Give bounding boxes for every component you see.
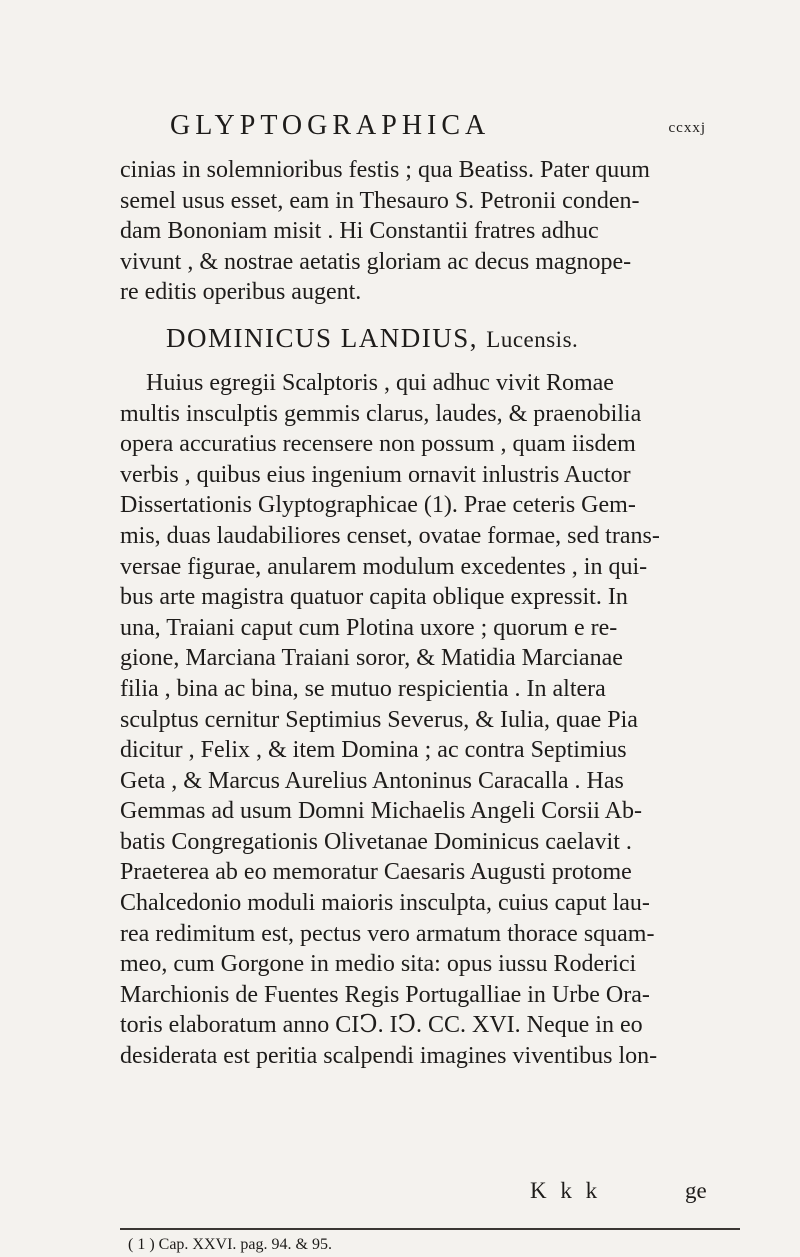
- footnote: ( 1 ) Cap. XXVI. pag. 94. & 95.: [128, 1236, 332, 1253]
- text-line: filia , bina ac bina, se mutuo respicientia . In altera: [120, 675, 606, 702]
- text-line: meo, cum Gorgone in medio sita: opus iussu Roderici: [120, 951, 637, 978]
- text-line: desiderata est peritia scalpendi imagines viventibus lon-: [120, 1043, 658, 1070]
- text-line: multis insculptis gemmis clarus, laudes, & praenobilia: [120, 400, 642, 427]
- heading-name: DOMINICUS LANDIUS,: [166, 322, 479, 353]
- text-line: Marchionis de Fuentes Regis Portugalliae in Urbe Ora-: [120, 981, 650, 1008]
- text-line: una, Traiani caput cum Plotina uxore ; quorum e re-: [120, 614, 618, 641]
- text-line: Chalcedonio moduli maioris insculpta, cuius caput lau-: [120, 890, 650, 917]
- text-line: opera accuratius recensere non possum , quam iisdem: [120, 431, 636, 458]
- catch-line: [120, 1178, 735, 1208]
- text-line: Huius egregii Scalptoris , qui adhuc vivit Romae: [146, 369, 614, 396]
- text-line: dicitur , Felix , & item Domina ; ac contra Septimius: [120, 737, 627, 764]
- heading-city: Lucensis.: [486, 326, 579, 352]
- text-line: verbis , quibus eius ingenium ornavit inlustris Auctor: [120, 461, 631, 488]
- text-line: Praeterea ab eo memoratur Caesaris Augusti protome: [120, 859, 632, 886]
- running-title: GLYPTOGRAPHICA: [170, 110, 491, 141]
- text-line: Gemmas ad usum Domni Michaelis Angeli Corsii Ab-: [120, 798, 642, 825]
- text-line: sculptus cernitur Septimius Severus, & Iulia, quae Pia: [120, 706, 638, 733]
- catchword: ge: [685, 1178, 707, 1203]
- text-line: semel usus esset, eam in Thesauro S. Petronii conden-: [120, 187, 640, 214]
- text-line: versae figurae, anularem modulum excedentes , in qui-: [120, 553, 648, 580]
- text-line: re editis operibus augent.: [120, 279, 362, 306]
- text-line: Dissertationis Glyptographicae (1). Prae ceteris Gem-: [120, 492, 636, 519]
- footnote-rule: [120, 1228, 740, 1230]
- text-line: batis Congregationis Olivetanae Dominicus caelavit .: [120, 828, 632, 855]
- running-head: [170, 110, 720, 150]
- text-line: cinias in solemnioribus festis ; qua Beatiss. Pater quum: [120, 157, 650, 183]
- page-number: ccxxj: [668, 120, 706, 136]
- text-line: gione, Marciana Traiani soror, & Matidia Marcianae: [120, 645, 623, 672]
- section-heading: [120, 314, 735, 364]
- text-line: Geta , & Marcus Aurelius Antoninus Caracalla . Has: [120, 767, 624, 794]
- text-line: rea redimitum est, pectus vero armatum thorace squam-: [120, 920, 655, 947]
- text-line: dam Bononiam misit . Hi Constantii fratres adhuc: [120, 218, 599, 245]
- main-text: [120, 155, 735, 1072]
- signature-mark: K k k: [530, 1178, 602, 1203]
- text-line: vivunt , & nostrae aetatis gloriam ac decus magnope-: [120, 248, 632, 275]
- text-line: bus arte magistra quatuor capita oblique expressit. In: [120, 584, 628, 611]
- text-line: toris elaboratum anno CIↃ. IↃ. CC. XVI. Neque in eo: [120, 1012, 643, 1039]
- text-line: mis, duas laudabiliores censet, ovatae formae, sed trans-: [120, 522, 660, 549]
